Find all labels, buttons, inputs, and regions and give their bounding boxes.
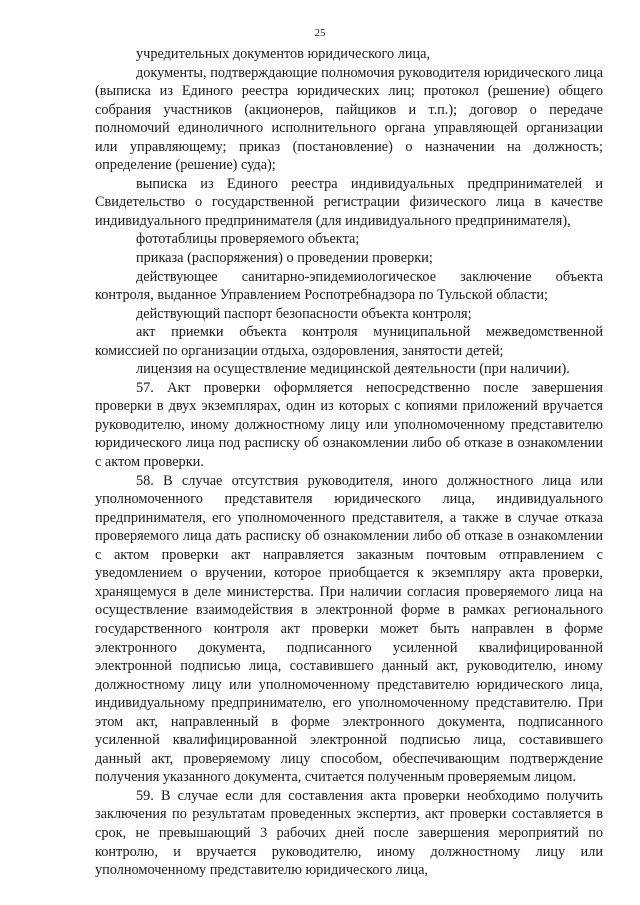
- page-number: 25: [314, 27, 326, 39]
- paragraph-safety-passport: действующий паспорт безопасности объекта контроля;: [136, 305, 472, 322]
- paragraph-acceptance-act: акт приемки объекта контроля муниципальной межведомственной комиссией по организации отдыха, оздоровления, занятости детей;: [95, 324, 603, 359]
- paragraph-58: 58. В случае отсутствия руководителя, иного должностного лица или уполномоченного представителя юридического лица, индивидуального предпринимателя, его уполномоченного представителя, а также в случае отказа проверяемого лица дать расписку об ознакомлении либо об отказе в ознакомлении с актом проверки акт направляется заказным почтовым отправлением с уведомлением о вручении, которое приобщается к экземпляру акта проверки, хранящемуся в деле министерства. При наличии согласия проверяемого лица на осуществление взаимодействия в электронной форме в рамках регионального государственного контроля акт проверки может быть направлен в форме электронного документа, подписанного усиленной квалифицированной электронной подписью лица, составившего данный акт, руководителю, иному должностному лицу или уполномоченному представителю юридического лица, индивидуальному предпринимателю, его уполномоченному представителю. При этом акт, направленный в форме электронного документа, подписанного усиленной квалифицированной электронной подписью лица, составившего данный акт, проверяемому лицу способом, обеспечивающим подтверждение получения указанного документа, считается полученным проверяемым лицом.: [95, 472, 603, 786]
- paragraph-founding-documents: учредительных документов юридического лица,: [136, 46, 431, 62]
- paragraph-57: 57. Акт проверки оформляется непосредственно после завершения проверки в двух экземплярах, один из которых с копиями приложений вручается руководителю, иному должностному лицу или уполномоченному представителю юридического лица под расписку об ознакомлении либо об отказе в ознакомлении с актом проверки.: [95, 379, 603, 471]
- paragraph-59: 59. В случае если для составления акта проверки необходимо получить заключения по результатам проведенных экспертиз, акт проверки составляется в срок, не превышающий 3 рабочих дней после завершения мероприятий по контролю, и вручается руководителю, иному должностному лицу или уполномоченному представителю юридического лица,: [95, 787, 603, 879]
- paragraph-photo-tables: фототаблицы проверяемого объекта;: [136, 231, 360, 248]
- paragraph-entrepreneur-registry: выписка из Единого реестра индивидуальных предпринимателей и Свидетельство о государственной регистрации физического лица в качестве индивидуального предпринимателя (для индивидуального предпринимателя),: [95, 175, 603, 229]
- paragraph-authority-documents: документы, подтверждающие полномочия руководителя юридического лица (выписка из Единого реестра юридических лиц; протокол (решение) общего собрания участников (акционеров, пайщиков и т.п.); договор о передаче полномочий единоличного исполнительного органа управляющей организации или управляющему; приказ (постановление) о назначении на должность; определение (решение) суда);: [95, 64, 603, 174]
- document-body: [95, 45, 603, 880]
- paragraph-inspection-order: приказа (распоряжения) о проведении проверки;: [136, 250, 433, 267]
- paragraph-medical-license: лицензия на осуществление медицинской деятельности (при наличии).: [136, 361, 570, 378]
- paragraph-sanitary-conclusion: действующее санитарно-эпидемиологическое заключение объекта контроля, выданное Управлением Роспотребнадзора по Тульской области;: [95, 268, 603, 304]
